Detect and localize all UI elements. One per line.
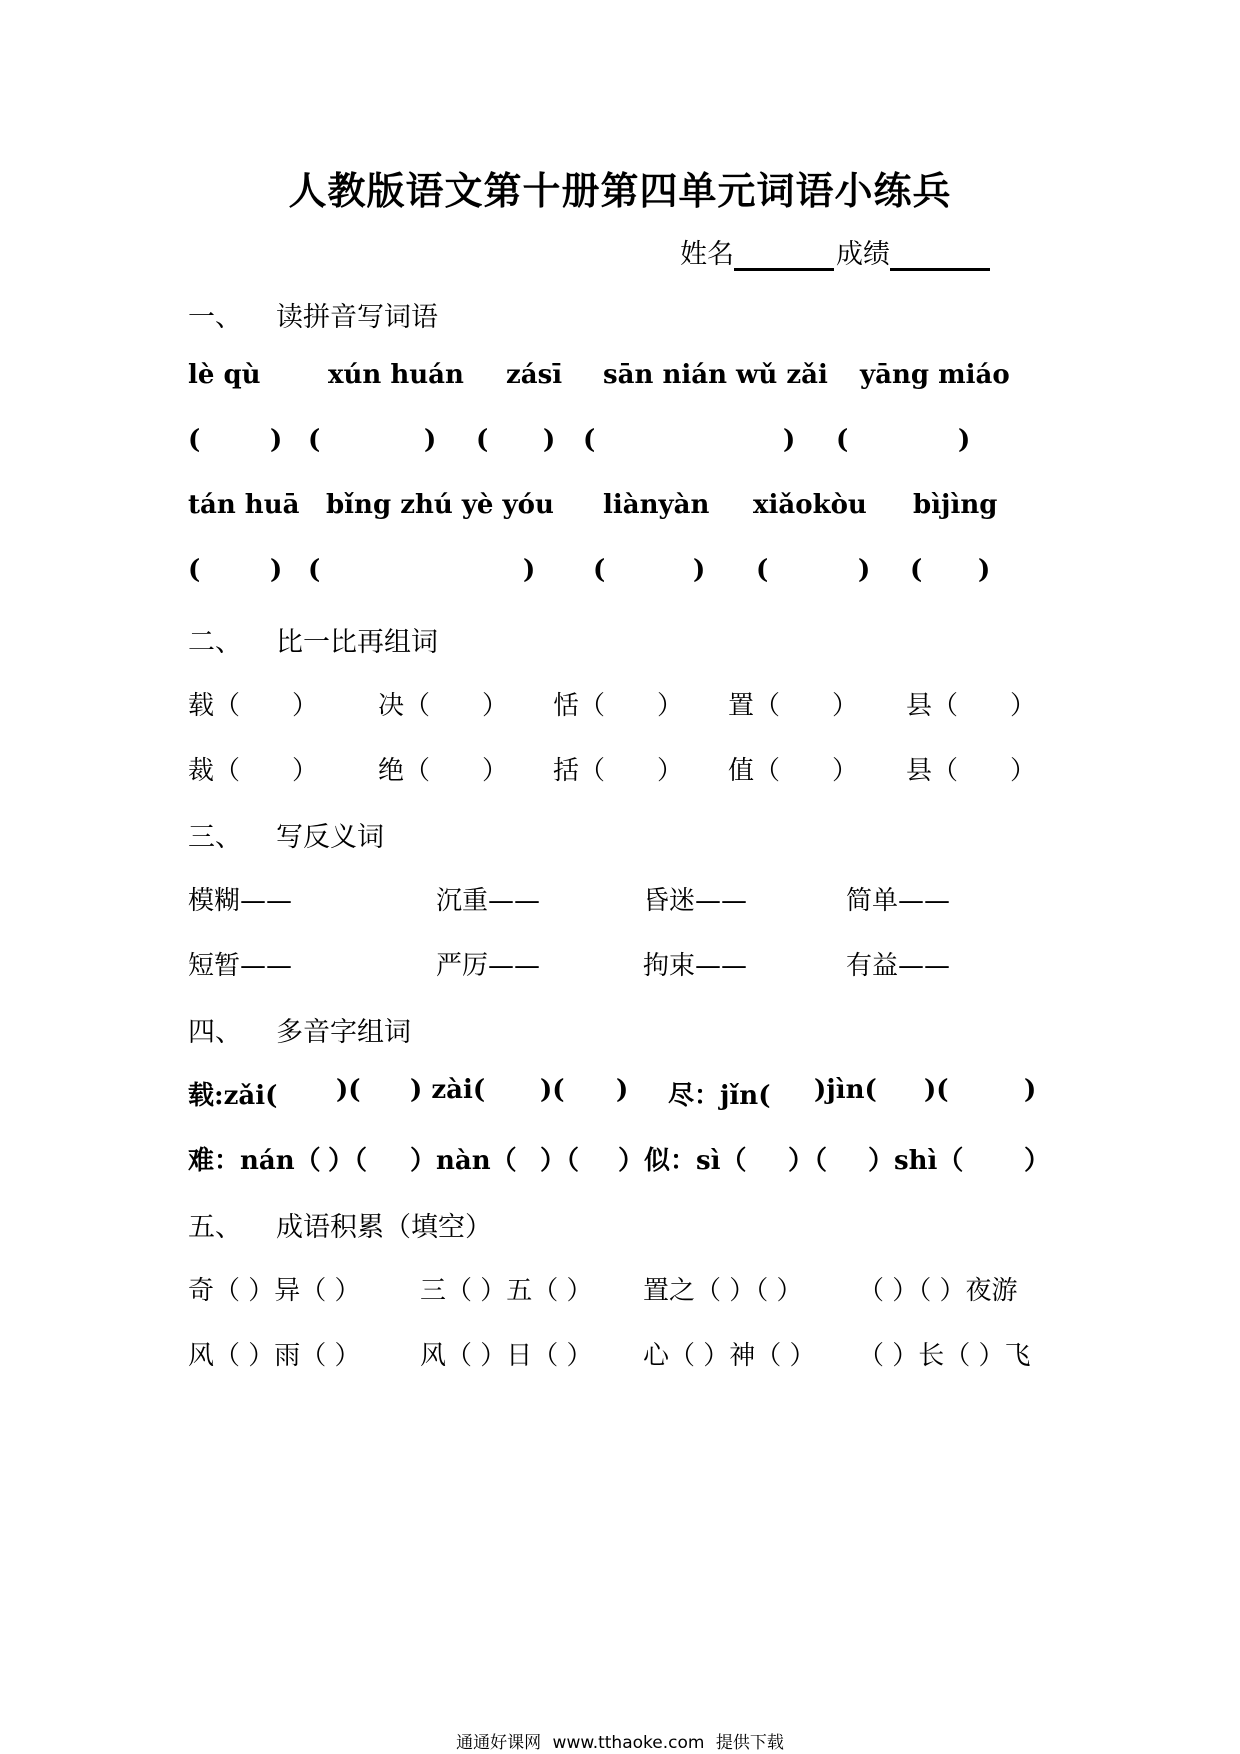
antonym-item[interactable]: 有益—— bbox=[846, 951, 951, 981]
pinyin-item: lè qù bbox=[188, 360, 261, 390]
idiom-item[interactable]: 三（ ）五（ ） bbox=[420, 1276, 593, 1306]
polyphone-part: 载:zǎi( bbox=[188, 1081, 278, 1111]
polyphone-part: )( bbox=[336, 1075, 361, 1105]
polyphone-part: ) zài( bbox=[410, 1075, 486, 1105]
idiom-item[interactable]: 风（ ）雨（ ） bbox=[188, 1341, 361, 1371]
paren-open: ( bbox=[476, 425, 489, 455]
name-blank[interactable] bbox=[734, 240, 834, 271]
polyphone-part: )( bbox=[540, 1075, 565, 1105]
pinyin-item: liànyàn bbox=[603, 490, 710, 520]
compare-item[interactable]: 县（ ） bbox=[906, 691, 1037, 721]
idiom-item[interactable]: 心（ ）神（ ） bbox=[643, 1341, 816, 1371]
paren-close: ) bbox=[270, 555, 283, 585]
score-label: 成绩 bbox=[836, 239, 890, 270]
polyphone-part: )( bbox=[924, 1075, 949, 1105]
polyphone-part: ） bbox=[1024, 1146, 1051, 1176]
pinyin-item: tán huā bbox=[188, 490, 300, 520]
antonym-item[interactable]: 模糊—— bbox=[188, 886, 293, 916]
polyphone-part: ）（ bbox=[328, 1146, 368, 1176]
section-1-number: 一、 bbox=[188, 302, 242, 333]
page-title: 人教版语文第十册第四单元词语小练兵 bbox=[288, 169, 952, 213]
paren-close: ) bbox=[783, 425, 796, 455]
section-4-number: 四、 bbox=[188, 1017, 242, 1048]
paren-close: ) bbox=[270, 425, 283, 455]
score-blank[interactable] bbox=[890, 240, 990, 271]
paren-close: ) bbox=[543, 425, 556, 455]
compare-item[interactable]: 决（ ） bbox=[378, 691, 509, 721]
idiom-item[interactable]: （ ）（ ）夜游 bbox=[858, 1276, 1018, 1306]
idiom-item[interactable]: 风（ ）日（ ） bbox=[420, 1341, 593, 1371]
footer-credit: 通通好课网 www.tthaoke.com 提供下载 bbox=[456, 1733, 784, 1753]
compare-item[interactable]: 括（ ） bbox=[553, 756, 684, 786]
section-5-title: 成语积累（填空） bbox=[276, 1212, 492, 1243]
paren-close: ) bbox=[523, 555, 536, 585]
paren-open: ( bbox=[910, 555, 923, 585]
compare-item[interactable]: 载（ ） bbox=[188, 691, 319, 721]
section-2-number: 二、 bbox=[188, 627, 242, 658]
section-3-title: 写反义词 bbox=[276, 822, 384, 853]
paren-close: ) bbox=[858, 555, 871, 585]
section-3-number: 三、 bbox=[188, 822, 242, 853]
paren-open: ( bbox=[593, 555, 606, 585]
polyphone-part: ) bbox=[1024, 1075, 1037, 1105]
paren-close: ) bbox=[693, 555, 706, 585]
polyphone-part: )jìn( bbox=[814, 1075, 877, 1105]
compare-item[interactable]: 县（ ） bbox=[906, 756, 1037, 786]
compare-item[interactable]: 裁（ ） bbox=[188, 756, 319, 786]
compare-item[interactable]: 绝（ ） bbox=[378, 756, 509, 786]
pinyin-item: bǐng zhú yè yóu bbox=[326, 490, 554, 520]
paren-open: ( bbox=[836, 425, 849, 455]
name-label: 姓名 bbox=[680, 239, 734, 270]
polyphone-part: ）（ bbox=[540, 1146, 580, 1176]
compare-item[interactable]: 值（ ） bbox=[728, 756, 859, 786]
paren-open: ( bbox=[308, 425, 321, 455]
antonym-item[interactable]: 沉重—— bbox=[436, 886, 541, 916]
section-4-heading bbox=[188, 1010, 411, 1049]
antonym-item[interactable]: 严厉—— bbox=[436, 951, 541, 981]
section-5-heading bbox=[188, 1205, 492, 1244]
polyphone-part: ）shì（ bbox=[868, 1146, 964, 1176]
polyphone-part: 难：nán（ bbox=[188, 1146, 321, 1176]
antonym-item[interactable]: 短暂—— bbox=[188, 951, 293, 981]
paren-close: ) bbox=[424, 425, 437, 455]
section-3-heading bbox=[188, 815, 384, 854]
section-2-title: 比一比再组词 bbox=[276, 627, 438, 658]
idiom-item[interactable]: 置之（ ）（ ） bbox=[643, 1276, 803, 1306]
section-1-title: 读拼音写词语 bbox=[276, 302, 438, 333]
paren-open: ( bbox=[308, 555, 321, 585]
section-5-number: 五、 bbox=[188, 1212, 242, 1243]
paren-open: ( bbox=[583, 425, 596, 455]
compare-item[interactable]: 置（ ） bbox=[728, 691, 859, 721]
pinyin-item: xún huán bbox=[328, 360, 464, 390]
polyphone-part: ) bbox=[616, 1075, 629, 1105]
pinyin-item: sān nián wǔ zǎi bbox=[603, 360, 828, 390]
pinyin-item: xiǎokòu bbox=[753, 490, 867, 520]
antonym-item[interactable]: 简单—— bbox=[846, 886, 951, 916]
section-4-title: 多音字组词 bbox=[276, 1017, 411, 1048]
paren-open: ( bbox=[188, 555, 201, 585]
antonym-item[interactable]: 昏迷—— bbox=[643, 886, 748, 916]
polyphone-part: ）nàn（ bbox=[410, 1146, 517, 1176]
polyphone-part: ）（ bbox=[788, 1146, 828, 1176]
section-1-heading bbox=[188, 295, 438, 334]
name-score-line bbox=[680, 232, 992, 271]
paren-close: ) bbox=[958, 425, 971, 455]
compare-item[interactable]: 恬（ ） bbox=[553, 691, 684, 721]
pinyin-item: yāng miáo bbox=[860, 360, 1010, 390]
pinyin-item: bìjìng bbox=[913, 490, 998, 520]
paren-open: ( bbox=[756, 555, 769, 585]
antonym-item[interactable]: 拘束—— bbox=[643, 951, 748, 981]
section-2-heading bbox=[188, 620, 438, 659]
paren-open: ( bbox=[188, 425, 201, 455]
idiom-item[interactable]: 奇（ ）异（ ） bbox=[188, 1276, 361, 1306]
idiom-item[interactable]: （ ）长（ ）飞 bbox=[858, 1341, 1031, 1371]
paren-close: ) bbox=[978, 555, 991, 585]
pinyin-item: zásī bbox=[506, 360, 563, 390]
polyphone-part: ）似：sì（ bbox=[618, 1146, 747, 1176]
polyphone-part: 尽：jǐn( bbox=[668, 1081, 771, 1111]
